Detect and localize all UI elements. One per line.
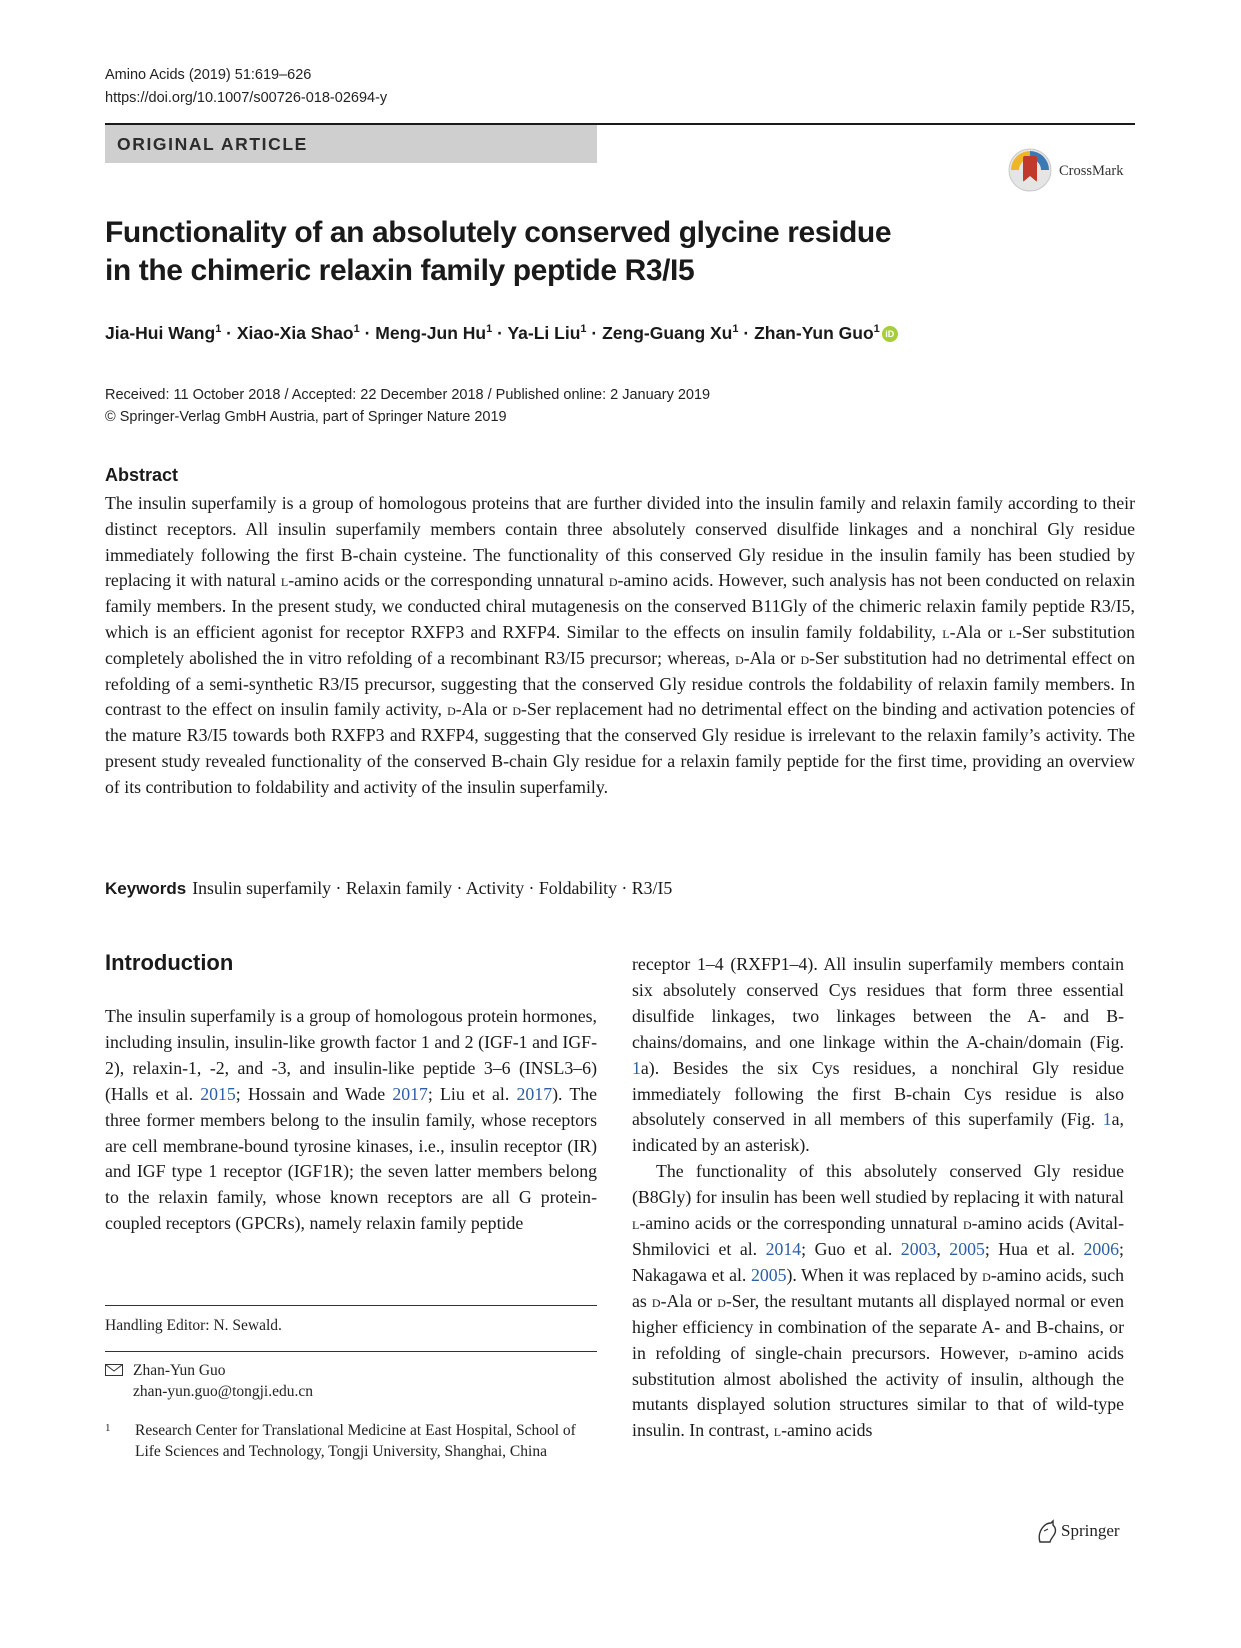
figure-link[interactable]: 1: [632, 1057, 641, 1078]
section-heading-introduction: Introduction: [105, 950, 234, 975]
citation-link[interactable]: 2005: [750, 1264, 787, 1285]
figure-link[interactable]: 1: [1102, 1109, 1112, 1130]
citation-link[interactable]: 2014: [765, 1238, 802, 1259]
affiliation-number: 1: [105, 1422, 111, 1434]
body-column-left: [105, 1004, 597, 1237]
keywords-text: Insulin superfamily · Relaxin family · Activity · Foldability · R3/I5: [192, 878, 673, 898]
article-title: [105, 214, 1005, 290]
affiliation-marker: 1: [580, 323, 587, 336]
envelope-icon: [105, 1364, 123, 1376]
orcid-icon[interactable]: iD: [882, 326, 898, 342]
author-name[interactable]: Xiao-Xia Shao: [236, 323, 354, 343]
affiliation-marker: 1: [353, 323, 360, 336]
body-column-right: [632, 952, 1124, 1444]
publisher-logo-text: Springer: [1061, 1521, 1120, 1540]
citation-link[interactable]: 2003: [900, 1238, 937, 1259]
footnote-rule: [105, 1351, 597, 1352]
citation-link[interactable]: 2006: [1083, 1238, 1120, 1259]
paragraph: The insulin superfamily is a group of homologous protein hormones, including insulin, insulin-like growth factor 1 and 2 (IGF-1 and IGF-2), relaxin-1, -2, and -3, and insulin-like peptide 3–6 (INSL3–6) (Halls et al. 2015; Hossain and Wade 2017; Liu et al. 2017). The three former members belong to the insulin family, whose receptors are cell membrane-bound tyrosine kinases, i.e., insulin receptor (IR) and IGF type 1 receptor (IGF1R); the seven latter members belong to the relaxin family, whose known receptors are all G protein-coupled receptors (GPCRs), namely relaxin family peptide: [105, 1006, 597, 1234]
footnote-rule: [105, 1305, 597, 1306]
citation-link[interactable]: 2015: [200, 1083, 236, 1104]
author-name[interactable]: Ya-Li Liu: [507, 323, 581, 343]
affiliation-text: Research Center for Translational Medicine at East Hospital, School of Life Sciences and Technology, Tongji University, Shanghai, China: [135, 1422, 576, 1460]
corresponding-author: [105, 1360, 313, 1402]
affiliation-marker: 1: [486, 323, 493, 336]
keywords-label: Keywords: [105, 879, 187, 898]
paragraph: The functionality of this absolutely conserved Gly residue (B8Gly) for insulin has been well studied by replacing it with natural l-amino acids or the corresponding unnatural d-amino acids (Avital-Shmilovici et al. 2014; Guo et al. 2003, 2005; Hua et al. 2006; Nakagawa et al. 2005). When it was replaced by d-amino acids, such as d-Ala or d-Ser, the resultant mutants all displayed normal or even higher efficiency in combination of the separate A- and B-chains, or in refolding of single-chain precursors. However, d-amino acids substitution almost abolished the activity of insulin, although the mutants displayed solution structures similar to that of wild-type insulin. In contrast, l-amino acids: [632, 1161, 1124, 1441]
affiliation: [105, 1420, 597, 1462]
abstract-heading: Abstract: [105, 465, 179, 485]
crossmark-label[interactable]: CrossMark: [1059, 163, 1124, 179]
affiliation-marker: 1: [215, 323, 222, 336]
handling-editor: Handling Editor: N. Sewald.: [105, 1317, 282, 1334]
abstract-text: The insulin superfamily is a group of homologous proteins that are further divided into the insulin family and relaxin family according to their distinct receptors. All insulin superfamily members contain three absolutely conserved disulfide linkages and a nonchiral Gly residue immediately following the first B-chain cysteine. The functionality of this conserved Gly residue in the insulin family has been studied by replacing it with natural l-amino acids or the corresponding unnatural d-amino acids. However, such analysis has not been conducted on relaxin family members. In the present study, we conducted chiral mutagenesis on the conserved B11Gly of the chimeric relaxin family peptide R3/I5, which is an efficient agonist for receptor RXFP3 and RXFP4. Similar to the effects on insulin family foldability, l-Ala or l-Ser substitution completely abolished the in vitro refolding of a recombinant R3/I5 precursor; whereas, d-Ala or d-Ser substitution had no detrimental effect on refolding of a semi-synthetic R3/I5 precursor, suggesting that the conserved Gly residue controls the foldability of relaxin family members. In contrast to the effect on insulin family activity, d-Ala or d-Ser replacement had no detrimental effect on the binding and activation potencies of the mature R3/I5 towards both RXFP3 and RXFP4, suggesting that the conserved Gly residue is irrelevant to the relaxin family’s activity. The present study revealed functionality of the conserved B-chain Gly residue for a relaxin family peptide for the first time, providing an overview of its contribution to foldability and activity of the insulin superfamily.: [105, 493, 1135, 797]
corresponding-name: Zhan-Yun Guo: [133, 1362, 226, 1379]
journal-citation: Amino Acids (2019) 51:619–626: [105, 67, 312, 83]
citation-link[interactable]: 2017: [516, 1083, 553, 1104]
copyright-line: © Springer-Verlag GmbH Austria, part of Springer Nature 2019: [105, 409, 507, 425]
dates-line: Received: 11 October 2018 / Accepted: 22 December 2018 / Published online: 2 January 2019: [105, 387, 711, 403]
doi-link[interactable]: https://doi.org/10.1007/s00726-018-02694-y: [105, 90, 388, 106]
article-type-banner: ORIGINAL ARTICLE: [105, 125, 597, 163]
author-name[interactable]: Jia-Hui Wang: [105, 323, 216, 343]
title-line-2: in the chimeric relaxin family peptide R3/I5: [105, 254, 695, 287]
corresponding-email[interactable]: zhan-yun.guo@tongji.edu.cn: [133, 1383, 313, 1400]
publication-dates: [105, 384, 710, 428]
keywords: [105, 878, 1135, 899]
affiliation-marker: 1: [873, 323, 880, 336]
author-name[interactable]: Meng-Jun Hu: [375, 323, 487, 343]
author-name[interactable]: Zeng-Guang Xu: [602, 323, 733, 343]
affiliation-marker: 1: [732, 323, 739, 336]
journal-header: [105, 64, 387, 110]
paragraph: receptor 1–4 (RXFP1–4). All insulin superfamily members contain six absolutely conserved Cys residues that form three essential disulfide linkages, two linkages between the A- and B-chains/domains, and one linkage within the A-chain/domain (Fig. 1a). Besides the six Cys residues, a nonchiral Gly residue immediately following the first B-chain Cys residue is also absolutely conserved in all members of this superfamily (Fig. 1a, indicated by an asterisk).: [632, 954, 1124, 1156]
citation-link[interactable]: 2017: [392, 1083, 428, 1104]
author-list: Jia-Hui Wang$^1$ · Xiao-Xia Shao$^1$ · Meng-Jun $Hu^1 \cdot Ya-Li$ Liu$^1$ · Zeng-Guang $Xu^1$ · Zhan-Yun Guo$^1$ iD: [105, 323, 1105, 344]
title-line-1: Functionality of an absolutely conserved glycine residue: [105, 216, 892, 249]
author-name[interactable]: Zhan-Yun Guo: [754, 323, 874, 343]
citation-link[interactable]: 2005: [949, 1238, 985, 1259]
